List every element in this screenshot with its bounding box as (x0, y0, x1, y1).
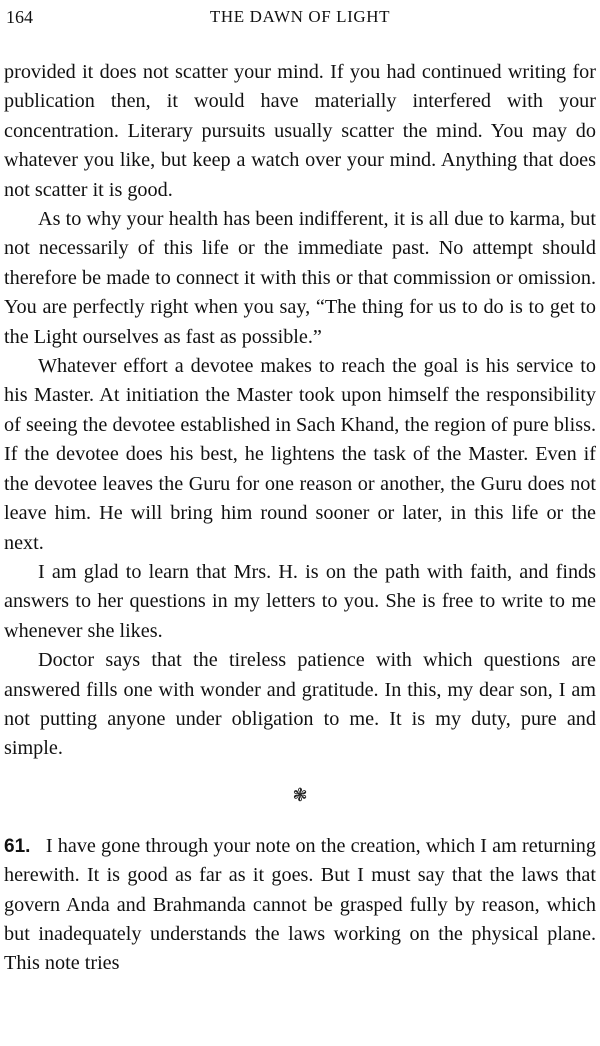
body-text (4, 58, 596, 979)
letter-61-paragraph (4, 832, 596, 979)
paragraph-doctor: Doctor says that the tireless patience with which questions are answered fills one with wonder and gratitude. In this, my dear son, I am not putting anyone under obligation to me. It is my duty, pure and simple. (4, 649, 596, 760)
paragraph-devotee-effort: Whatever effort a devotee makes to reach the goal is his service to his Master. At initiation the Master took upon himself the responsibility of seeing the devotee established in Sach Khand, the region of pure bliss. If the devotee does his best, he lightens the task of the Master. Even if the devotee leaves the Guru for one reason or another, the Guru does not leave him. He will bring him round sooner or later, in this life or the next. (4, 355, 596, 554)
letter-61-text: I have gone through your note on the creation, which I am returning herewith. It is good as far as it goes. But I must say that the laws that govern Anda and Brahmanda cannot be grasped fully by reason, which but inadequately understands the laws working on the physical plane. This note tries (4, 834, 596, 975)
paragraph-continued: provided it does not scatter your mind. If you had continued writing for publication then, it would have materially interfered with your concentration. Literary pursuits usually scatter the mind. You may do whatever you like, but keep a watch over your mind. Anything that does not scatter it is good. (4, 61, 596, 201)
page-header (6, 6, 594, 30)
paragraph-mrs-h: I am glad to learn that Mrs. H. is on the path with faith, and finds answers to her questions in my letters to you. She is free to write to me whenever she likes. (4, 560, 596, 642)
section-ornament-icon: ❃ (292, 784, 308, 805)
letter-number: 61. (4, 835, 31, 857)
paragraph-health-karma: As to why your health has been indifferent, it is all due to karma, but not necessarily of this life or the immediate past. No attempt should therefore be made to connect it with this or that commission or omission. You are perfectly right when you say, “The thing for us to do is to get to the Light ourselves as fast as possible.” (4, 208, 596, 348)
running-title: THE DAWN OF LIGHT (209, 7, 391, 26)
page-number: 164 (6, 7, 33, 27)
